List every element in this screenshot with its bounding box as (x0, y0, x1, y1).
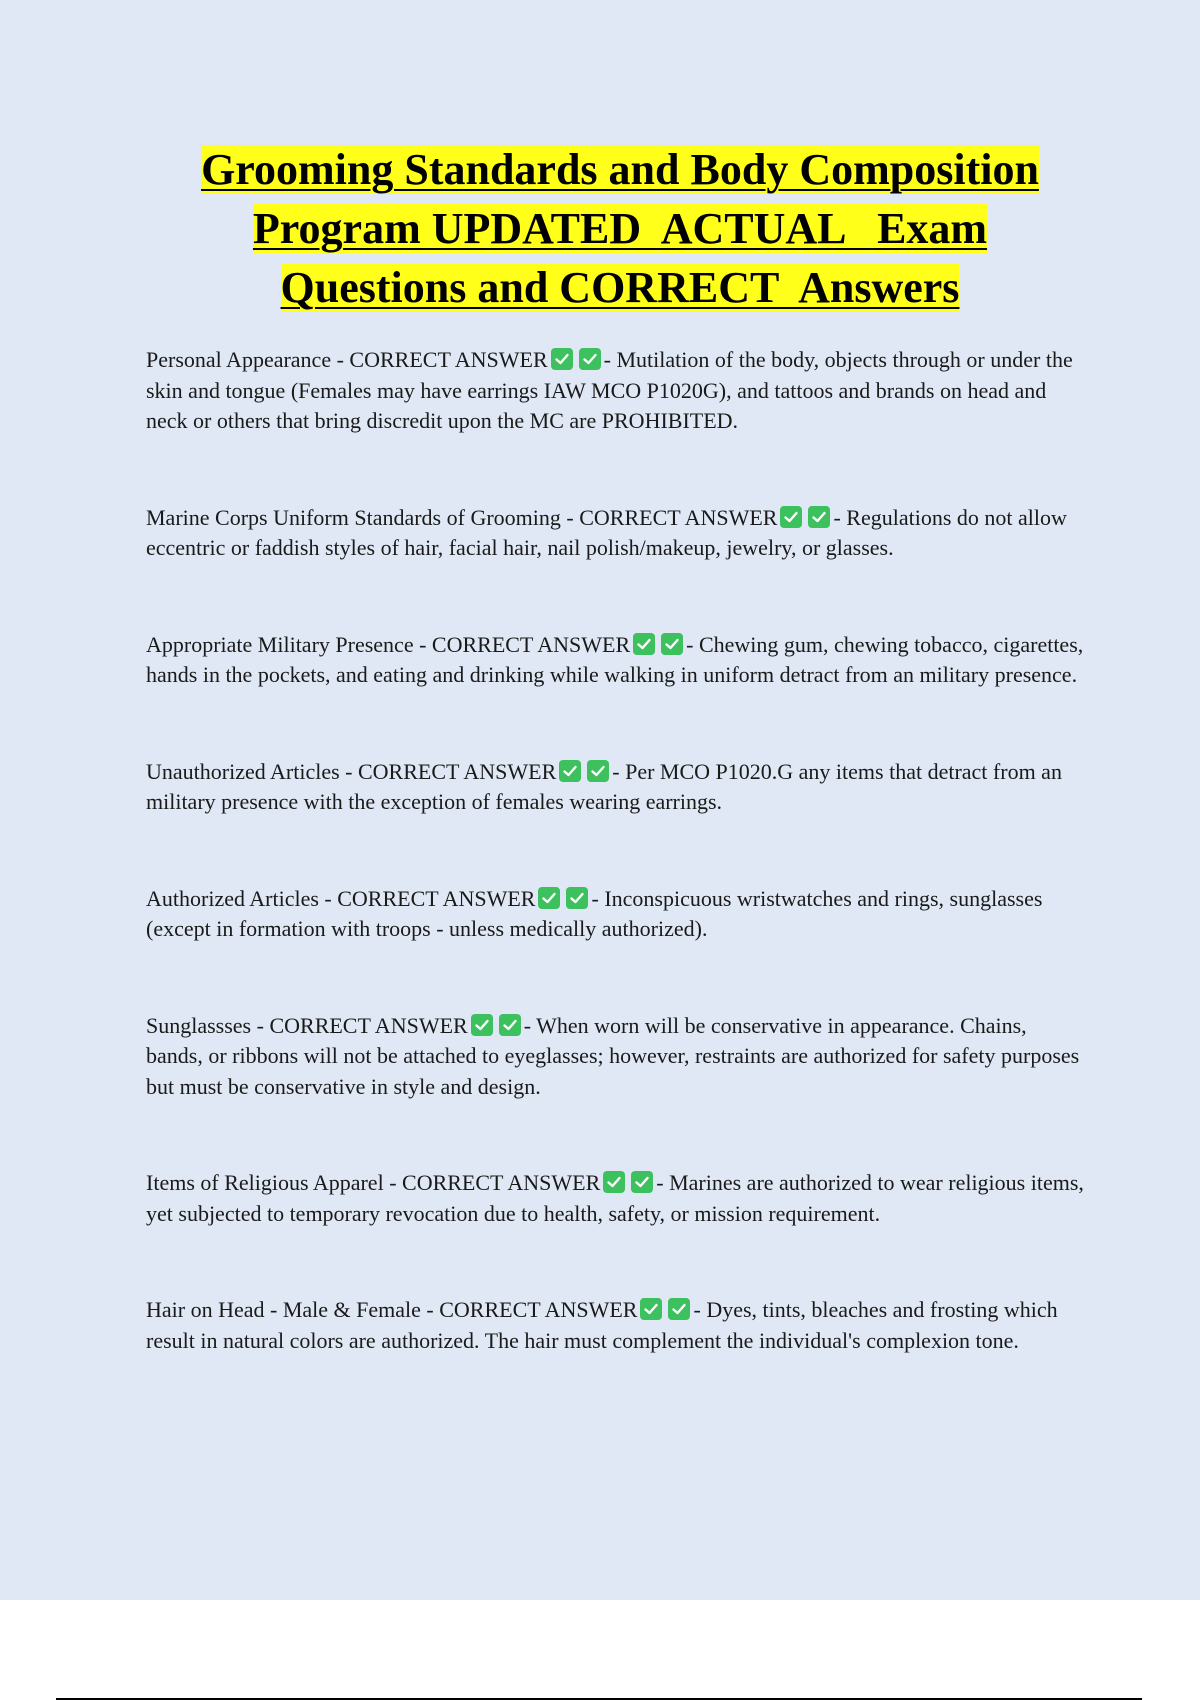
qa-item: Marine Corps Uniform Standards of Grooming - CORRECT ANSWER - Regulations do not allow eccentric or faddish styles of hair, facial hair, nail polish/makeup, jewelry, or glasses. (146, 504, 1067, 560)
qa-term: Personal Appearance (146, 347, 332, 372)
qa-item: Personal Appearance - CORRECT ANSWER - Mutilation of the body, objects through or under the skin and tongue (Females may have earrings IAW MCO P1020G), and tattoos and brands on head and neck or others that bring discredit upon the MC are PROHIBITED. (146, 347, 1073, 433)
check-mark-icon (587, 760, 609, 782)
qa-item: Unauthorized Articles - CORRECT ANSWER - Per MCO P1020.G any items that detract from an military presence with the exception of females wearing earrings. (146, 758, 1062, 814)
qa-marker: CORRECT ANSWER (431, 631, 631, 657)
qa-marker: CORRECT ANSWER (337, 885, 536, 911)
qa-term: Unauthorized Articles (146, 758, 340, 784)
check-mark-icon (603, 1171, 625, 1193)
check-mark-icon (471, 1014, 493, 1036)
qa-answer: Regulations do not allow eccentric or faddish styles of hair, facial hair, nail polish/makeup, jewelry, or glasses. (146, 504, 1067, 560)
check-mark-icon (808, 506, 830, 528)
check-mark-icon (631, 1171, 653, 1193)
qa-answer: Mutilation of the body, objects through or under the skin and tongue (Females may have earrings IAW MCO P1020G), and tattoos and brands on head and neck or others that bring discredit upon the MC are PROHIBITED. (146, 347, 1073, 433)
qa-answer: When worn will be conservative in appearance. Chains, bands, or ribbons will not be attached to eyeglasses; however, restraints are authorized for safety purposes but must be conservative in style and design. (146, 1012, 1080, 1099)
qa-answer: Per MCO P1020.G any items that detract from an military presence with the exception of females wearing earrings. (146, 758, 1062, 814)
qa-term: Hair on Head - Male & Female (146, 1297, 421, 1322)
title-line-2: Program UPDATED ACTUAL Exam (252, 204, 988, 253)
check-mark-icon (579, 348, 601, 370)
qa-item: Items of Religious Apparel - CORRECT ANSWER - Marines are authorized to wear religious items, yet subjected to temporary revocation due to health, safety, or mission requirement. (146, 1170, 1084, 1226)
qa-term: Marine Corps Uniform Standards of Grooming (146, 504, 561, 530)
qa-term: Authorized Articles (146, 885, 319, 911)
qa-term: Sunglassses (146, 1012, 252, 1038)
check-mark-icon (661, 633, 683, 655)
check-mark-icon (499, 1014, 521, 1036)
check-mark-icon (551, 348, 573, 370)
check-mark-icon (633, 633, 655, 655)
check-mark-icon (559, 760, 581, 782)
qa-marker: CORRECT ANSWER (402, 1170, 601, 1195)
qa-answer: Inconspicuous wristwatches and rings, sunglasses (except in formation with troops - unless medically authorized). (146, 885, 1043, 941)
qa-marker: CORRECT ANSWER (349, 347, 548, 372)
check-mark-icon (566, 887, 588, 909)
check-mark-icon (780, 506, 802, 528)
qa-marker: CORRECT ANSWER (579, 504, 778, 530)
qa-marker: CORRECT ANSWER (358, 758, 557, 784)
qa-item: Authorized Articles - CORRECT ANSWER - Inconspicuous wristwatches and rings, sunglasses (except in formation with troops - unless medically authorized). (146, 885, 1043, 941)
title-line-3: Questions and CORRECT Answers (280, 263, 960, 312)
qa-item: Sunglassses - CORRECT ANSWER - When worn will be conservative in appearance. Chains, bands, or ribbons will not be attached to eyeglasses; however, restraints are authorized for safety purposes but must be conservative in style and design. (146, 1012, 1080, 1099)
check-mark-icon (538, 887, 560, 909)
qa-marker: CORRECT ANSWER (269, 1012, 468, 1038)
qa-answer: Chewing gum, chewing tobacco, cigarettes, hands in the pockets, and eating and drinking while walking in uniform detract from an military presence. (146, 631, 1084, 687)
qa-marker: CORRECT ANSWER (439, 1297, 638, 1322)
check-mark-icon (640, 1298, 662, 1320)
title-line-1: Grooming Standards and Body Composition (201, 145, 1039, 194)
qa-answer: Marines are authorized to wear religious items, yet subjected to temporary revocation due to health, safety, or mission requirement. (146, 1170, 1084, 1226)
qa-term: Items of Religious Apparel (146, 1170, 384, 1195)
qa-term: Appropriate Military Presence (146, 631, 414, 657)
check-mark-icon (668, 1298, 690, 1320)
qa-item: Hair on Head - Male & Female - CORRECT ANSWER - Dyes, tints, bleaches and frosting which result in natural colors are authorized. The hair must complement the individual's complexion tone. (146, 1297, 1058, 1353)
document-title (140, 140, 1100, 317)
qa-answer: Dyes, tints, bleaches and frosting which result in natural colors are authorized. The hair must complement the individual's complexion tone. (146, 1297, 1058, 1353)
qa-item: Appropriate Military Presence - CORRECT ANSWER - Chewing gum, chewing tobacco, cigarettes, hands in the pockets, and eating and drinking while walking in uniform detract from an military presence. (146, 631, 1084, 687)
qa-list (146, 345, 1086, 1356)
